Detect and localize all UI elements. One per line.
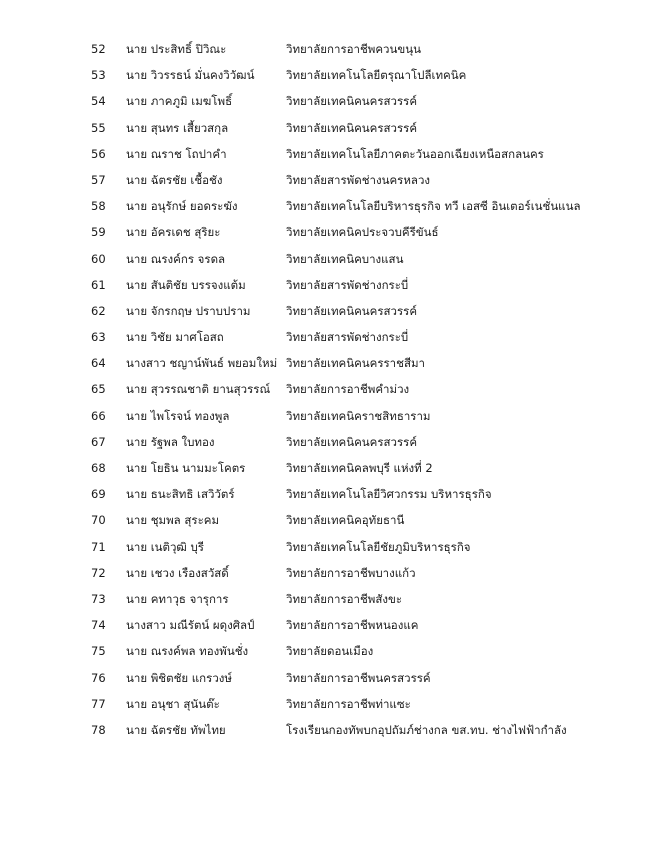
- person-name: นาย จักรกฤษ ปราบปราม: [126, 303, 251, 318]
- row-number: 78: [91, 722, 106, 737]
- row-number: 77: [91, 696, 106, 711]
- row-number: 64: [91, 356, 106, 371]
- person-name: นาย วิวรรธน์ มั่นคงวิวัฒน์: [126, 68, 255, 83]
- person-name: นาย ฉัตรชัย ทัพไทย: [126, 722, 226, 737]
- institution-name: วิทยาลัยการอาชีพควนขนุน: [286, 42, 421, 56]
- row-number: 56: [91, 146, 106, 161]
- row-number: 70: [91, 513, 106, 528]
- person-name: นาย ธนะสิทธิ เสวิวัตร์: [126, 487, 235, 502]
- list-row: [0, 455, 651, 481]
- person-name: นาย อนุรักษ์ ยอดระฆัง: [126, 199, 238, 214]
- institution-name: วิทยาลัยสารพัดช่างกระบี่: [286, 330, 409, 345]
- row-number: 60: [91, 251, 106, 266]
- institution-name: วิทยาลัยเทคนิคนครสวรรค์: [286, 94, 418, 109]
- institution-name: วิทยาลัยเทคนิคราชสิทธาราม: [286, 408, 431, 423]
- row-number: 73: [91, 591, 106, 606]
- row-number: 68: [91, 461, 106, 475]
- row-number: 65: [91, 382, 106, 397]
- institution-name: โรงเรียนกองทัพบกอุปถัมภ์ช่างกล ขส.ทบ. ช่างไฟฟ้ากำลัง: [286, 722, 567, 737]
- list-row: [0, 167, 651, 193]
- row-number: 66: [91, 408, 106, 423]
- row-number: 72: [91, 565, 106, 580]
- list-row: [0, 272, 651, 298]
- list-row: [0, 560, 651, 586]
- person-name: นาย ไพโรจน์ ทองพูล: [126, 408, 230, 423]
- person-name: นางสาว ชญาน์พันธ์ พยอมใหม่: [126, 356, 278, 371]
- institution-name: วิทยาลัยเทคโนโลยีตรุณาโปลีเทคนิค: [286, 68, 467, 83]
- person-name: นาย วิชัย มาศโอสถ: [126, 330, 224, 345]
- institution-name: วิทยาลัยการอาชีพคำม่วง: [286, 382, 410, 397]
- person-name: นาย เชวง เรืองสวัสดิ์: [126, 565, 229, 580]
- person-name: นาย สุวรรณชาติ ยานสุวรรณ์: [126, 382, 271, 397]
- list-row: [0, 534, 651, 560]
- row-number: 76: [91, 670, 106, 685]
- institution-name: วิทยาลัยเทคนิคอุทัยธานี: [286, 513, 405, 528]
- person-name: นาย อนุชา สุนันต๊ะ: [126, 696, 220, 711]
- row-number: 69: [91, 487, 106, 502]
- list-row: [0, 36, 651, 62]
- list-row: [0, 141, 651, 167]
- row-number: 53: [91, 68, 106, 83]
- row-number: 57: [91, 172, 106, 187]
- row-number: 71: [91, 539, 106, 554]
- row-number: 74: [91, 618, 106, 633]
- institution-name: วิทยาลัยเทคนิคลพบุรี แห่งที่ 2: [286, 461, 433, 475]
- person-name: นาย ณราช โถปาคำ: [126, 146, 227, 161]
- person-name: นาย โยธิน นามมะโคตร: [126, 461, 246, 475]
- person-name: นาย สันติชัย บรรจงแต้ม: [126, 277, 246, 292]
- list-row: [0, 507, 651, 533]
- list-row: [0, 88, 651, 114]
- row-number: 62: [91, 303, 106, 318]
- row-number: 67: [91, 434, 106, 449]
- list-row: [0, 246, 651, 272]
- row-number: 75: [91, 644, 106, 659]
- institution-name: วิทยาลัยการอาชีพสังขะ: [286, 591, 403, 606]
- row-number: 55: [91, 120, 106, 135]
- institution-name: วิทยาลัยการอาชีพนครสวรรค์: [286, 670, 431, 685]
- list-row: [0, 219, 651, 245]
- person-name: นาย ณรงค์พล ทองพันชั่ง: [126, 644, 249, 659]
- institution-name: วิทยาลัยเทคโนโลยีวิศวกรรม บริหารธุรกิจ: [286, 487, 492, 502]
- list-row: [0, 62, 651, 88]
- list-row: [0, 403, 651, 429]
- row-number: 59: [91, 225, 106, 240]
- row-number: 54: [91, 94, 106, 109]
- list-row: [0, 350, 651, 376]
- list-row: [0, 298, 651, 324]
- person-name: นาย ประสิทธิ์ ปิวิณะ: [126, 42, 227, 56]
- institution-name: วิทยาลัยการอาชีพท่าแซะ: [286, 696, 411, 711]
- institution-name: วิทยาลัยเทคนิคนครสวรรค์: [286, 434, 418, 449]
- institution-name: วิทยาลัยการอาชีพบางแก้ว: [286, 565, 416, 580]
- person-name: นาย เนติวุฒิ บุรี: [126, 539, 204, 554]
- institution-name: วิทยาลัยเทคนิคประจวบคีรีขันธ์: [286, 225, 439, 240]
- person-name: นาย สุนทร เสี้ยวสกุล: [126, 120, 229, 135]
- list-row: [0, 115, 651, 141]
- institution-name: วิทยาลัยเทคโนโลยีชัยภูมิบริหารธุรกิจ: [286, 539, 471, 554]
- list-row: [0, 717, 651, 743]
- list-row: [0, 429, 651, 455]
- institution-name: วิทยาลัยการอาชีพหนองแค: [286, 618, 419, 633]
- row-number: 61: [91, 277, 106, 292]
- row-number: 58: [91, 199, 106, 214]
- list-row: [0, 691, 651, 717]
- institution-name: วิทยาลัยสารพัดช่างนครหลวง: [286, 172, 431, 187]
- person-name: นาย คทาวุธ จารุการ: [126, 591, 229, 606]
- institution-name: วิทยาลัยเทคนิคนครสวรรค์: [286, 120, 418, 135]
- list-row: [0, 376, 651, 402]
- list-row: [0, 586, 651, 612]
- institution-name: วิทยาลัยเทคนิคนครราชสีมา: [286, 356, 426, 371]
- list-row: [0, 665, 651, 691]
- person-name: นาย รัฐพล ใบทอง: [126, 434, 215, 449]
- list-row: [0, 612, 651, 638]
- institution-name: วิทยาลัยเทคโนโลยีภาคตะวันออกเฉียงเหนือสกลนคร: [286, 146, 544, 161]
- list-row: [0, 193, 651, 219]
- institution-name: วิทยาลัยเทคโนโลยีบริหารธุรกิจ ทวี เอสซี อินเตอร์เนชั่นแนล: [286, 199, 581, 214]
- participant-list: [0, 36, 651, 743]
- person-name: นาย ฉัตรชัย เชื้อชัง: [126, 172, 223, 187]
- list-row: [0, 324, 651, 350]
- row-number: 63: [91, 330, 106, 345]
- person-name: นาย พิชิตชัย แกรวงษ์: [126, 670, 232, 685]
- institution-name: วิทยาลัยเทคนิคนครสวรรค์: [286, 303, 418, 318]
- list-row: [0, 638, 651, 664]
- list-row: [0, 481, 651, 507]
- institution-name: วิทยาลัยสารพัดช่างกระบี่: [286, 277, 409, 292]
- row-number: 52: [91, 42, 106, 56]
- person-name: นาย ณรงค์กร จรดล: [126, 251, 226, 266]
- institution-name: วิทยาลัยดอนเมือง: [286, 644, 374, 659]
- person-name: นางสาว มณีรัตน์ ผดุงศิลป์: [126, 618, 255, 633]
- institution-name: วิทยาลัยเทคนิคบางแสน: [286, 251, 404, 266]
- person-name: นาย อัครเดช สุริยะ: [126, 225, 221, 240]
- person-name: นาย ภาคภูมิ เมฆโพธิ์: [126, 94, 233, 109]
- person-name: นาย ชุมพล สุระคม: [126, 513, 220, 528]
